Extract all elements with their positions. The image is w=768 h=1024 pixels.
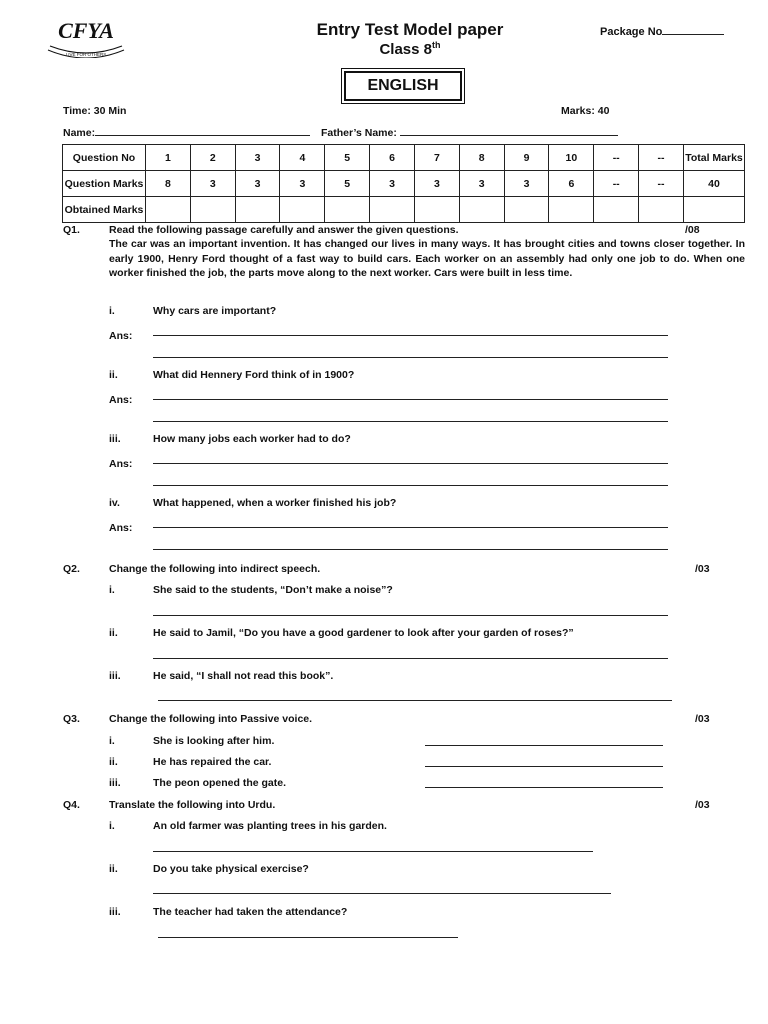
marks-table-cell: 5 [325, 171, 370, 197]
q1-item-number: iii. [109, 433, 121, 445]
q3-number: Q3. [63, 713, 80, 725]
marks-table-cell: 3 [280, 171, 325, 197]
subject-box: ENGLISH [344, 71, 462, 101]
marks-table-row [63, 171, 745, 197]
marks-table-cell[interactable] [370, 197, 415, 223]
answer-line[interactable] [153, 421, 668, 422]
marks-table-header-cell: Question No [63, 145, 146, 171]
marks-table-cell[interactable] [504, 197, 549, 223]
q1-item-number: i. [109, 305, 115, 317]
time-label: Time: 30 Min [63, 105, 127, 117]
marks-table-cell: -- [594, 145, 639, 171]
marks-table [62, 144, 745, 223]
class-label: Class 8th [379, 40, 441, 58]
marks-table-cell[interactable] [549, 197, 594, 223]
marks-table-cell[interactable] [280, 197, 325, 223]
q2-item-number: ii. [109, 627, 118, 639]
marks-table-cell: 8 [146, 171, 191, 197]
q1-instruction: Read the following passage carefully and answer the given questions. [109, 224, 459, 236]
q4-item-number: i. [109, 820, 115, 832]
answer-line[interactable] [153, 549, 668, 550]
marks-table-cell: 10 [549, 145, 594, 171]
answer-line[interactable] [153, 463, 668, 464]
marks-table-cell: 3 [235, 145, 280, 171]
school-logo [44, 8, 128, 58]
marks-table-cell: 3 [414, 171, 459, 197]
marks-table-cell: 1 [146, 145, 191, 171]
answer-line[interactable] [153, 615, 668, 616]
q4-item-text: The teacher had taken the attendance? [153, 906, 348, 918]
marks-table-cell: -- [639, 171, 684, 197]
q2-instruction: Change the following into indirect speech. [109, 563, 321, 575]
q4-instruction: Translate the following into Urdu. [109, 799, 276, 811]
answer-line[interactable] [153, 399, 668, 400]
ans-label: Ans: [109, 522, 133, 534]
marks-table-cell: Total Marks [684, 145, 745, 171]
q3-item-text: He has repaired the car. [153, 756, 272, 768]
answer-line[interactable] [158, 700, 672, 701]
marks-table-cell[interactable] [325, 197, 370, 223]
marks-table-cell: 3 [504, 171, 549, 197]
marks-table-cell[interactable] [190, 197, 235, 223]
q3-item-number: i. [109, 735, 115, 747]
q3-item-text: The peon opened the gate. [153, 777, 287, 789]
marks-table-cell[interactable] [594, 197, 639, 223]
marks-table-row [63, 197, 745, 223]
q1-item-text: What happened, when a worker finished his job? [153, 497, 397, 509]
q2-item-text: She said to the students, “Don’t make a noise”? [153, 584, 393, 596]
marks-table-cell: 7 [414, 145, 459, 171]
ans-label: Ans: [109, 394, 133, 406]
marks-table-cell: 6 [549, 171, 594, 197]
q2-item-text: He said to Jamil, “Do you have a good gardener to look after your garden of roses?” [153, 627, 574, 639]
q1-item-text: What did Hennery Ford think of in 1900? [153, 369, 355, 381]
q2-item-number: iii. [109, 670, 121, 682]
marks-table-cell: -- [594, 171, 639, 197]
q2-number: Q2. [63, 563, 80, 575]
ans-label: Ans: [109, 330, 133, 342]
marks-table-cell: 8 [459, 145, 504, 171]
marks-table-cell: -- [639, 145, 684, 171]
logo-letters: CFYA [58, 18, 114, 43]
marks-table-header-cell: Obtained Marks [63, 197, 146, 223]
answer-line[interactable] [153, 527, 668, 528]
marks-table-cell: 9 [504, 145, 549, 171]
q4-number: Q4. [63, 799, 80, 811]
marks-table-cell: 3 [190, 171, 235, 197]
answer-line[interactable] [425, 766, 663, 767]
marks-table-cell: 2 [190, 145, 235, 171]
q4-item-text: An old farmer was planting trees in his garden. [153, 820, 387, 832]
q4-item-number: iii. [109, 906, 121, 918]
q3-item-number: ii. [109, 756, 118, 768]
marks-table-cell: 3 [370, 171, 415, 197]
marks-table-cell[interactable] [146, 197, 191, 223]
q4-item-number: ii. [109, 863, 118, 875]
marks-table-cell[interactable] [684, 197, 745, 223]
q3-item-text: She is looking after him. [153, 735, 275, 747]
marks-table-cell: 40 [684, 171, 745, 197]
q4-item-text: Do you take physical exercise? [153, 863, 309, 875]
answer-line[interactable] [153, 893, 611, 894]
q1-item-text: Why cars are important? [153, 305, 277, 317]
marks-table-cell[interactable] [414, 197, 459, 223]
package-number[interactable]: Package No [600, 24, 724, 38]
answer-line[interactable] [425, 745, 663, 746]
name-field[interactable]: Name: [63, 125, 310, 139]
q1-item-text: How many jobs each worker had to do? [153, 433, 351, 445]
marks-table-cell[interactable] [235, 197, 280, 223]
q2-item-number: i. [109, 584, 115, 596]
answer-line[interactable] [425, 787, 663, 788]
q3-instruction: Change the following into Passive voice. [109, 713, 313, 725]
q4-marks: /03 [695, 799, 710, 811]
q1-number: Q1. [63, 224, 80, 236]
answer-line[interactable] [153, 485, 668, 486]
marks-table-cell[interactable] [459, 197, 504, 223]
q2-item-text: He said, “I shall not read this book”. [153, 670, 334, 682]
answer-line[interactable] [153, 658, 668, 659]
answer-line[interactable] [153, 335, 668, 336]
father-name-field[interactable]: Father’s Name: [321, 125, 618, 139]
paper-title: Entry Test Model paper [316, 20, 504, 39]
q1-marks: /08 [685, 224, 700, 236]
q1-item-number: iv. [109, 497, 120, 509]
q3-item-number: iii. [109, 777, 121, 789]
marks-table-row [63, 145, 745, 171]
answer-line[interactable] [158, 937, 458, 938]
q1-item-number: ii. [109, 369, 118, 381]
marks-table-cell[interactable] [639, 197, 684, 223]
marks-table-cell: 4 [280, 145, 325, 171]
logo-motto: LIVE FOR OTHERS [65, 52, 107, 57]
total-marks-label: Marks: 40 [561, 105, 610, 117]
marks-table-header-cell: Question Marks [63, 171, 146, 197]
marks-table-cell: 5 [325, 145, 370, 171]
marks-table-cell: 3 [235, 171, 280, 197]
answer-line[interactable] [153, 851, 593, 852]
marks-table-cell: 3 [459, 171, 504, 197]
q1-passage: The car was an important invention. It has changed our lives in many ways. It has brought cities and towns closer together. In early 1900, Henry Ford thought of a fast way to build cars. Each worker on an assembly had only one job to do. When one worker finished the job, the parts move along to the next worker. Cars were built in less time. [109, 238, 745, 279]
q2-marks: /03 [695, 563, 710, 575]
q3-marks: /03 [695, 713, 710, 725]
marks-table-cell: 6 [370, 145, 415, 171]
ans-label: Ans: [109, 458, 133, 470]
answer-line[interactable] [153, 357, 668, 358]
